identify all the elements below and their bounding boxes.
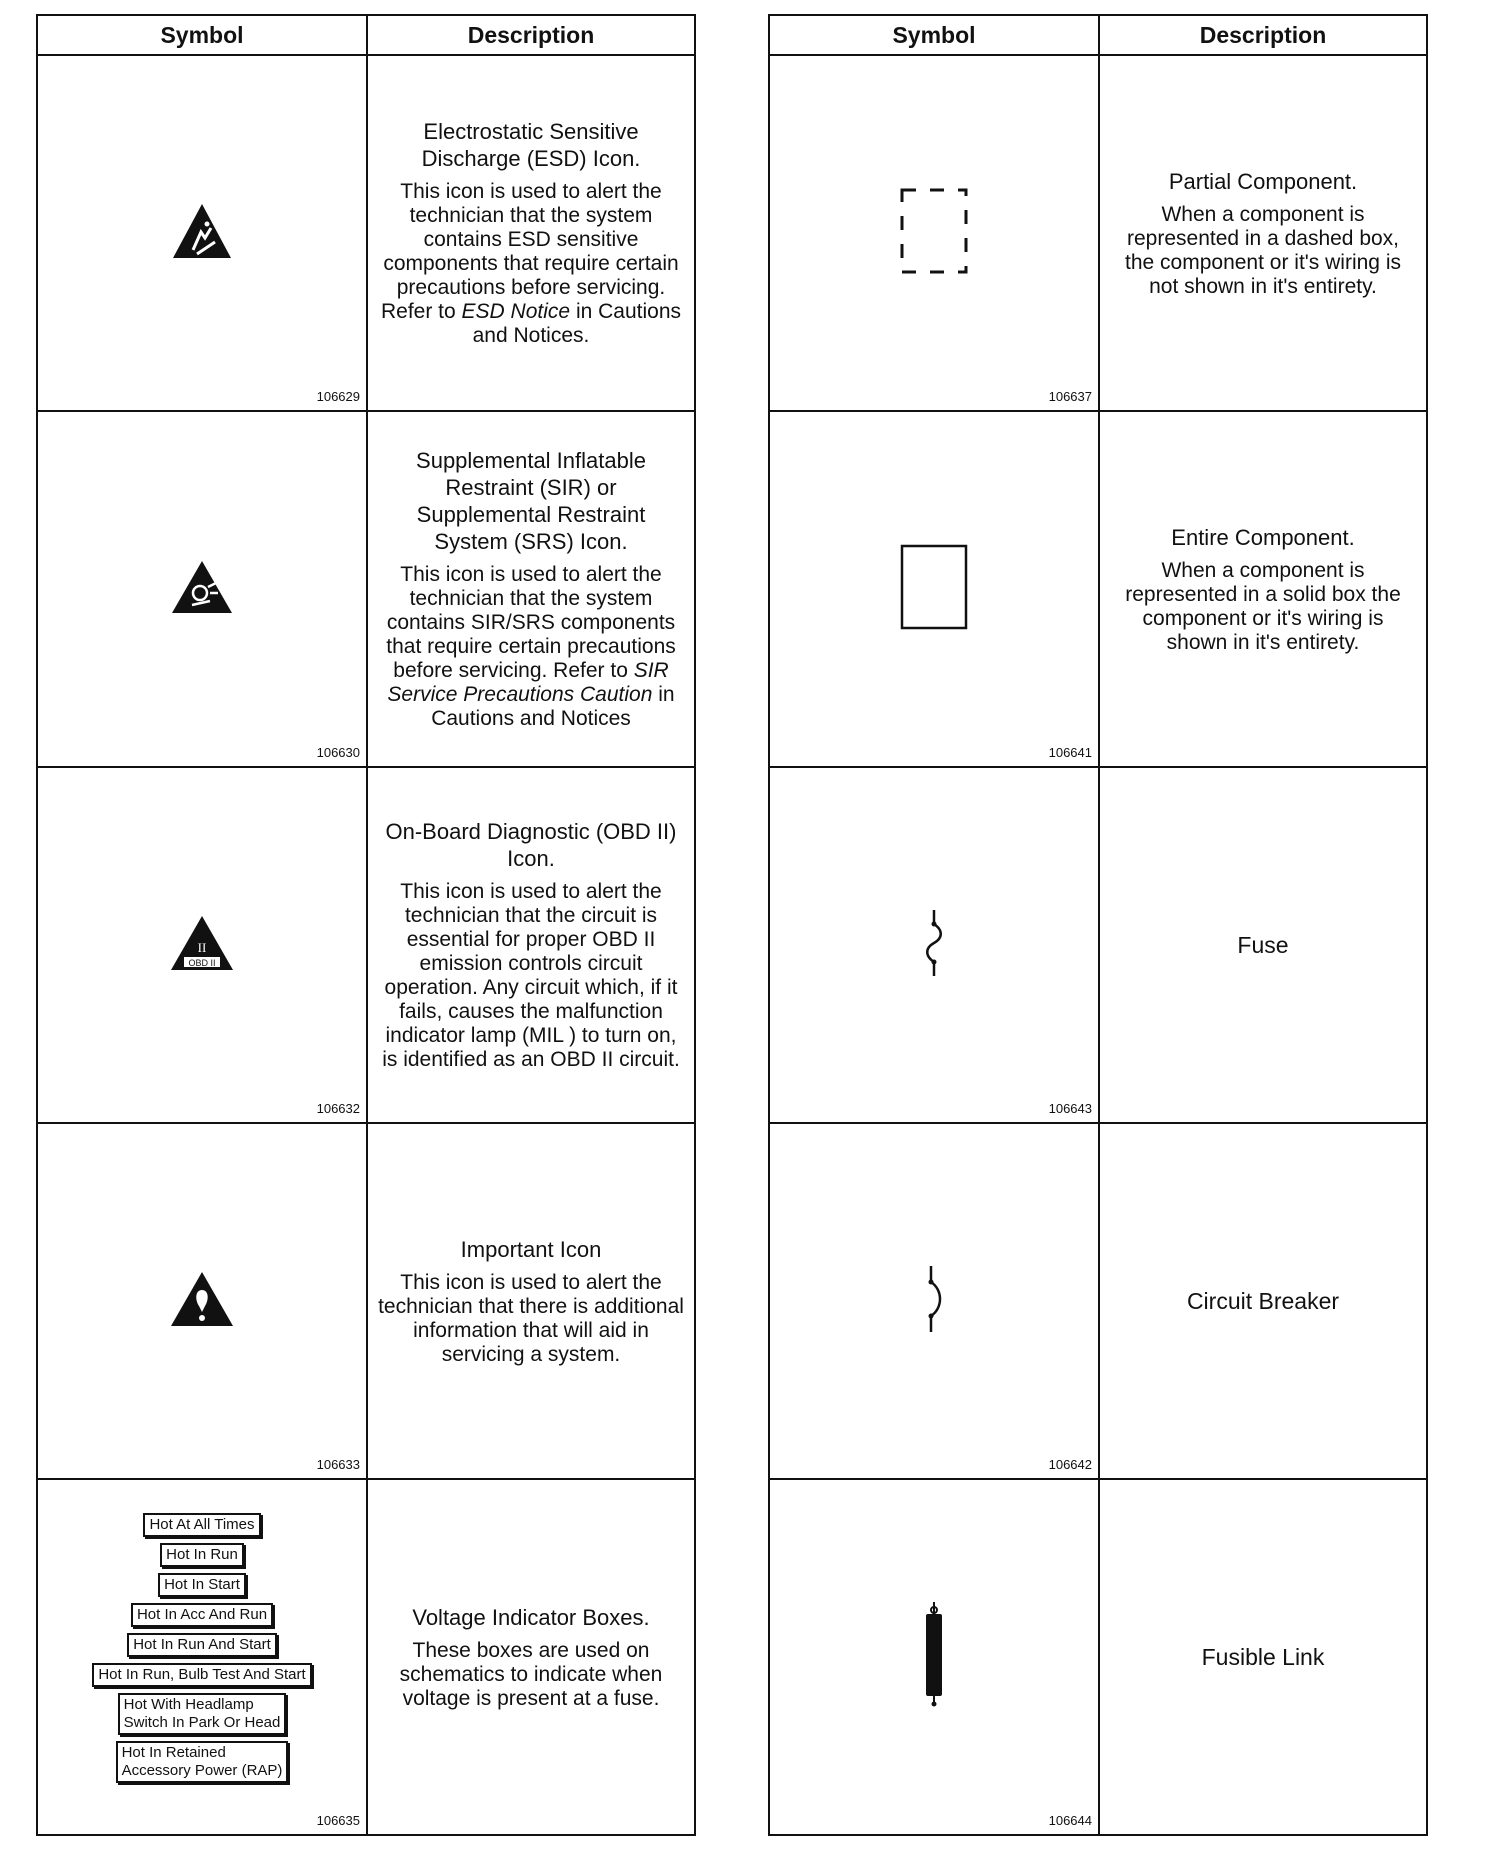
reference-link-text: SIR Service Precautions Caution [387,659,669,706]
description-cell [1099,55,1427,411]
important-icon [169,1270,235,1328]
description-cell [367,1479,695,1835]
header-description: Description [367,15,695,55]
description-cell [1099,411,1427,767]
symbol-cell [37,1123,367,1479]
fuse-icon [919,908,949,978]
table-row [37,411,695,767]
obd-icon [169,914,235,972]
table-row [769,55,1427,411]
symbol-cell [769,767,1099,1123]
symbol-cell [37,767,367,1123]
figure-code: 106637 [1048,389,1092,404]
voltage-indicator-boxes [38,1513,366,1801]
voltage-box: Hot In Run And Start [127,1633,277,1657]
header-description: Description [1099,15,1427,55]
solid-box-icon [898,542,970,632]
voltage-box: Hot In Acc And Run [131,1603,273,1627]
table-row [769,1123,1427,1479]
figure-code: 106641 [1048,745,1092,760]
sir-icon [170,559,234,615]
esd-icon [171,202,233,260]
description-cell [367,55,695,411]
obd-icon-label-top: II [197,939,207,955]
symbol-table-left [36,14,696,1836]
description-cell [367,411,695,767]
description-title: Partial Component. [1168,168,1358,194]
voltage-box: Hot In Run [160,1543,244,1567]
figure-code: 106635 [316,1813,360,1828]
description-label: Circuit Breaker [1186,1287,1340,1314]
obd-icon-label-bottom: OBD II [188,957,216,968]
description-body [378,563,684,731]
description-title: Electrostatic Sensitive Discharge (ESD) Icon. [421,119,641,171]
figure-code: 106629 [316,389,360,404]
description-title: Voltage Indicator Boxes. [412,1604,650,1630]
table-row [769,1479,1427,1835]
body-text: This icon is used to alert the technician that the system contains SIR/SRS components that require certain precautions before servicing. Refer to [386,563,676,682]
description-body [378,180,684,348]
table-header-row [37,15,695,55]
body-text: This icon is used to alert the technician that the system contains ESD sensitive components that require certain precautions before servicing. Refer to [381,180,679,323]
table-row [769,767,1427,1123]
voltage-box: Hot In Start [158,1573,246,1597]
description-title: Supplemental Inflatable Restraint (SIR) or Supplemental Restraint System (SRS) Icon. [416,448,646,554]
dashed-box-icon [898,186,970,276]
symbol-cell [37,1479,367,1835]
header-symbol: Symbol [37,15,367,55]
body-text: in Cautions and Notices. [472,300,681,347]
symbol-cell [769,1479,1099,1835]
description-cell [1099,1123,1427,1479]
table-row [37,55,695,411]
voltage-box: Hot At All Times [143,1513,260,1537]
description-cell [367,1123,695,1479]
symbol-cell [37,411,367,767]
symbol-cell [769,1123,1099,1479]
figure-code: 106644 [1048,1813,1092,1828]
table-row [37,1479,695,1835]
symbol-cell [769,411,1099,767]
description-body: This icon is used to alert the technician that there is additional information that will aid in servicing a system. [378,1270,684,1366]
voltage-box: Hot In Retained Accessory Power (RAP) [116,1741,289,1783]
body-text: in Cautions and Notices [431,683,675,730]
description-cell [1099,1479,1427,1835]
symbol-table-right [768,14,1428,1836]
description-cell [367,767,695,1123]
table-header-row [769,15,1427,55]
description-body: When a component is represented in a solid box the component or it's wiring is shown in it's entirety. [1125,558,1401,654]
description-body: This icon is used to alert the technician that the circuit is essential for proper OBD II emission controls circuit operation. Any circuit which, if it fails, causes the malfunction indicator lamp (MIL ) to turn on, is identified as an OBD II circuit. [382,880,680,1071]
description-title: On-Board Diagnostic (OBD II) Icon. [385,819,677,871]
description-label: Fuse [1237,931,1289,958]
table-row [37,767,695,1123]
description-body: When a component is represented in a dashed box, the component or it's wiring is not shown in it's entirety. [1125,202,1401,298]
reference-link-text: ESD Notice [461,300,571,323]
table-row [37,1123,695,1479]
symbol-cell [37,55,367,411]
description-cell [1099,767,1427,1123]
fusible-link-icon [922,1600,946,1710]
description-label: Fusible Link [1201,1643,1325,1670]
voltage-box: Hot With Headlamp Switch In Park Or Head [118,1693,287,1735]
figure-code: 106632 [316,1101,360,1116]
circuit-breaker-icon [919,1264,949,1334]
description-title: Entire Component. [1171,524,1355,550]
figure-code: 106643 [1048,1101,1092,1116]
figure-code: 106633 [316,1457,360,1472]
figure-code: 106630 [316,745,360,760]
voltage-box: Hot In Run, Bulb Test And Start [92,1663,311,1687]
description-body: These boxes are used on schematics to indicate when voltage is present at a fuse. [399,1638,663,1710]
description-title: Important Icon [460,1236,602,1262]
table-row [769,411,1427,767]
symbol-cell [769,55,1099,411]
header-symbol: Symbol [769,15,1099,55]
figure-code: 106642 [1048,1457,1092,1472]
